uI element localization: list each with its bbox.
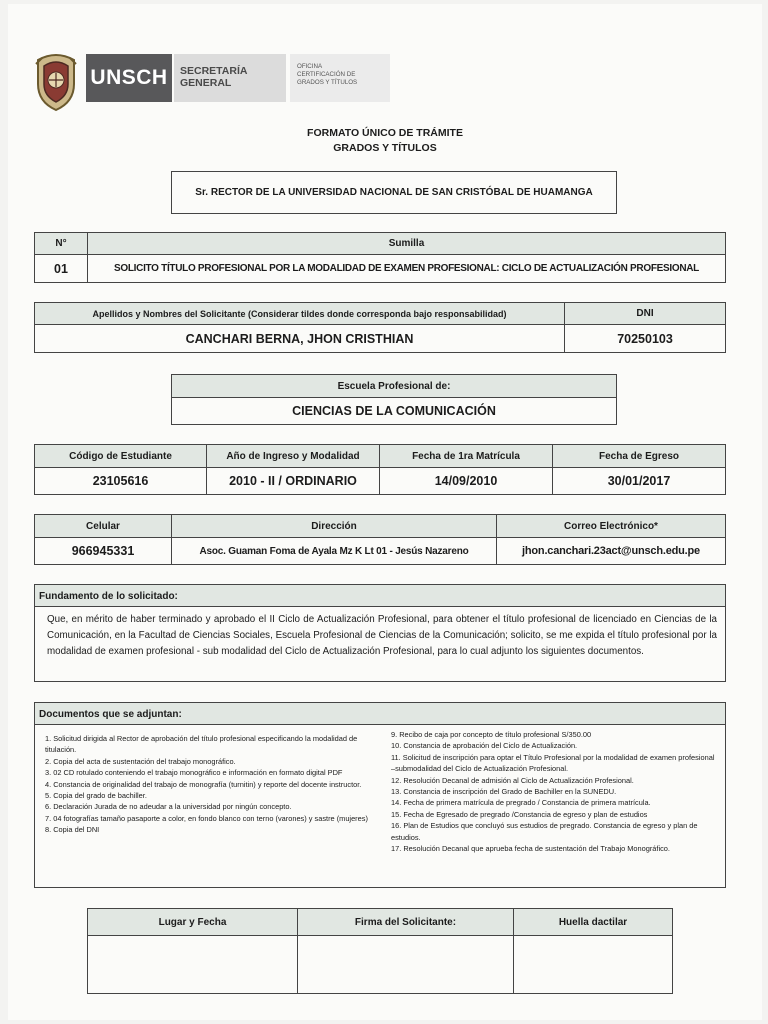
fingerprint-field[interactable] (514, 936, 672, 993)
applicant-dni-header: DNI (565, 303, 725, 325)
university-seal (34, 50, 78, 112)
sumilla-num: 01 (35, 255, 88, 282)
documents-left-list (45, 733, 375, 836)
addressee-box: Sr. RECTOR DE LA UNIVERSIDAD NACIONAL DE SAN CRISTÓBAL DE HUAMANGA (171, 171, 617, 214)
document-item: 11. Solicitud de inscripción para optar el Título Profesional por la modalidad de examen profesional –submodalidad del Ciclo de Actualización Profesional. (391, 752, 715, 774)
basis-header: Fundamento de lo solicitado: (35, 585, 725, 607)
fingerprint-header: Huella dactilar (514, 909, 672, 936)
contact-table (34, 514, 726, 565)
contact-email-header: Correo Electrónico* (497, 515, 725, 538)
document-sheet (8, 4, 762, 1020)
student-code: 23105616 (35, 468, 207, 494)
department-block (174, 54, 286, 102)
office-line-3: GRADOS Y TÍTULOS (297, 79, 358, 86)
student-year: 2010 - II / ORDINARIO (207, 468, 380, 494)
school-header: Escuela Profesional de: (172, 375, 616, 398)
contact-address: Asoc. Guaman Foma de Ayala Mz K Lt 01 - Jesús Nazareno (172, 538, 497, 564)
brand-logo: UNSCH (86, 54, 172, 102)
office-block (290, 54, 390, 102)
document-item: 9. Recibo de caja por concepto de título profesional S/350.00 (391, 730, 592, 739)
department-line-1: SECRETARÍA (180, 65, 248, 77)
contact-email: jhon.canchari.23act@unsch.edu.pe (522, 545, 700, 557)
applicant-name-header: Apellidos y Nombres del Solicitante (Considerar tildes donde corresponda bajo responsabilidad) (35, 303, 565, 325)
basis-text: Que, en mérito de haber terminado y aprobado el II Ciclo de Actualización Profesional, para obtener el título profesional de licenciado en Ciencias de la Comunicación, en la Facultad de Ciencias Sociales, Escuela Profesional de Ciencias de la Comunicación; solicito, se me expida el título profesional por la modalidad de examen profesional - sub modalidad del Ciclo de Actualización Profesional, para lo cual adjunto los siguientes documentos. (47, 614, 717, 657)
student-exit-header: Fecha de Egreso (553, 445, 725, 468)
contact-address-header: Dirección (172, 515, 497, 538)
document-item: 17. Resolución Decanal que aprueba fecha de sustentación del Trabajo Monográfico. (391, 844, 670, 854)
document-item: 5. Copia del grado de bachiller. (45, 791, 147, 801)
applicant-table (34, 302, 726, 353)
document-item: 1. Solicitud dirigida al Rector de aprobación del título profesional especificando la modalidad de titulación. (45, 734, 358, 755)
documents-box (34, 702, 726, 888)
student-first-enroll: 14/09/2010 (380, 468, 553, 494)
document-item: 6. Declaración Jurada de no adeudar a la universidad por ningún concepto. (45, 802, 292, 812)
documents-header: Documentos que se adjuntan: (35, 703, 725, 725)
document-item: 7. 04 fotografías tamaño pasaporte a color, en fondo blanco con terno (varones) y sastre (mujeres) (45, 813, 368, 823)
signature-table (87, 908, 673, 994)
signature-header: Firma del Solicitante: (298, 909, 514, 936)
applicant-name: CANCHARI BERNA, JHON CRISTHIAN (35, 325, 565, 352)
applicant-dni: 70250103 (617, 331, 673, 346)
document-item: 14. Fecha de primera matrícula de pregrado / Constancia de primera matrícula. (391, 798, 651, 808)
document-item: 2. Copia del acta de sustentación del trabajo monográfico. (45, 756, 236, 766)
office-line-2: CERTIFICACIÓN DE (297, 71, 356, 78)
document-item: 13. Constancia de inscripción del Grado de Bachiller en la SUNEDU. (391, 787, 617, 797)
office-line-1: OFICINA (297, 63, 323, 70)
documents-right-list (391, 729, 717, 854)
student-table (34, 444, 726, 495)
sumilla-text: SOLICITO TÍTULO PROFESIONAL POR LA MODALIDAD DE EXAMEN PROFESIONAL: CICLO DE ACTUALIZACIÓN PROFESIONAL (114, 263, 699, 274)
department-line-2: GENERAL (180, 77, 232, 89)
form-title (8, 126, 762, 156)
place-date-field[interactable] (88, 936, 298, 993)
student-exit: 30/01/2017 (607, 474, 671, 488)
document-item: 4. Constancia de originalidad del trabajo de monografía (turnitin) y reporte del docente instructor. (45, 779, 362, 789)
document-item: 15. Fecha de Egresado de pregrado /Constancia de egreso y plan de estudios (391, 809, 648, 819)
sumilla-header: Sumilla (88, 233, 725, 255)
document-item: 10. Constancia de aprobación del Ciclo de Actualización. (391, 741, 578, 751)
student-year-header: Año de Ingreso y Modalidad (207, 445, 380, 468)
basis-box (34, 584, 726, 682)
student-code-header: Código de Estudiante (35, 445, 207, 468)
sumilla-table (34, 232, 726, 283)
contact-phone: 966945331 (35, 538, 172, 564)
document-item: 16. Plan de Estudios que concluyó sus estudios de pregrado. Constancia de egreso y plan de estudios. (391, 821, 698, 842)
signature-field[interactable] (298, 936, 514, 993)
form-title-line-1: FORMATO ÚNICO DE TRÁMITE (307, 127, 463, 139)
contact-phone-header: Celular (35, 515, 172, 538)
document-item: 3. 02 CD rotulado conteniendo el trabajo monográfico e información en formato digital PDF (45, 768, 343, 778)
school-table (171, 374, 617, 425)
form-title-line-2: GRADOS Y TÍTULOS (333, 142, 437, 154)
school-value: CIENCIAS DE LA COMUNICACIÓN (292, 404, 496, 418)
document-item: 8. Copia del DNI (45, 825, 100, 835)
document-item: 12. Resolución Decanal de admisión al Ciclo de Actualización Profesional. (391, 775, 634, 785)
student-first-enroll-header: Fecha de 1ra Matrícula (380, 445, 553, 468)
place-date-header: Lugar y Fecha (88, 909, 298, 936)
sumilla-num-header: N° (35, 233, 88, 255)
